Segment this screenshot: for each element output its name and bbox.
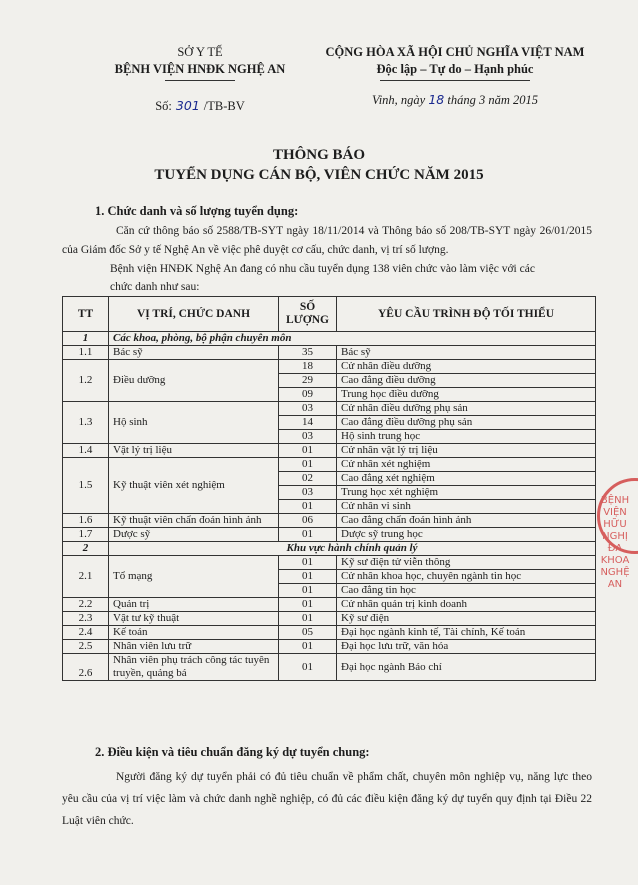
header-position: VỊ TRÍ, CHỨC DANH: [109, 297, 279, 332]
title-line-1: THÔNG BÁO: [272, 147, 366, 163]
table-row: 14 Cao đẳng điều dưỡng phụ sản: [63, 416, 596, 430]
department-name: SỞ Y TẾ: [177, 45, 223, 59]
group-row: 1 Các khoa, phòng, bộ phận chuyên môn: [63, 332, 596, 346]
red-stamp: [597, 478, 638, 590]
section-1-paragraph-2: Bệnh viện HNĐK Nghệ An đang có nhu cầu tuyển dụng 138 viên chức vào làm việc với các: [110, 263, 535, 275]
handwritten-day: 18: [428, 92, 445, 107]
section-1-paragraph-3: chức danh như sau:: [110, 281, 200, 293]
table-header-row: [63, 297, 596, 332]
section-2-paragraph: Người đăng ký dự tuyển phải có đủ tiêu chuẩn về phẩm chất, chuyên môn nghiệp vụ, năng lực theo yêu cầu của vị trí việc làm và chức danh nghề nghiệp, có đủ các điều kiện đăng ký dự tuyển quy định tại Điều 22 Luật viên chức.: [62, 771, 592, 827]
stamp-text: BỆNH VIỆN HỮU NGHỊ ĐA KHOA NGHỆ AN: [600, 495, 630, 590]
table-row: 1.1 Bác sỹ 35 Bác sỹ: [63, 346, 596, 360]
table-row: 1.5 Kỹ thuật viên xét nghiệm 01 Cử nhân xét nghiệm: [63, 458, 596, 472]
table-row: 1.3 Hộ sinh 03 Cử nhân điều dưỡng phụ sản: [63, 402, 596, 416]
recruitment-table: [62, 296, 596, 681]
table-row: 2.3 Vật tư kỹ thuật 01 Kỹ sư điện: [63, 612, 596, 626]
header-quantity: SỐ LƯỢNG: [279, 297, 337, 332]
document-title: [0, 145, 638, 185]
table-row: 1.6 Kỹ thuật viên chẩn đoán hình ảnh 06 Cao đẳng chẩn đoán hình ảnh: [63, 514, 596, 528]
table-row: 2.4 Kế toán 05 Đại học ngành kinh tế, Tài chính, Kế toán: [63, 626, 596, 640]
table-row: 03 Trung học xét nghiệm: [63, 486, 596, 500]
issuer-block: [100, 44, 300, 115]
section-1-heading: 1. Chức danh và số lượng tuyển dụng:: [95, 204, 299, 218]
section-1-paragraph-1: Căn cứ thông báo số 2588/TB-SYT ngày 18/11/2014 và Thông báo số 208/TB-SYT ngày 26/01/2015 của Giám đốc Sở y tế Nghệ An về việc phê duyệt cơ cấu, chức danh, vị trí số lượng.: [62, 225, 592, 256]
national-motto: Độc lập – Tự do – Hạnh phúc: [376, 62, 534, 76]
section-2-heading: 2. Điều kiện và tiêu chuẩn đăng ký dự tuyển chung:: [95, 745, 370, 759]
group-row: 2 Khu vực hành chính quản lý: [63, 542, 596, 556]
nation-name: CỘNG HÒA XÃ HỘI CHỦ NGHĨA VIỆT NAM: [325, 45, 585, 59]
table-row: 02 Cao đẳng xét nghiệm: [63, 472, 596, 486]
table-row: 2.6 Nhân viên phụ trách công tác tuyên truyền, quảng bá 01 Đại học ngành Báo chí: [63, 654, 596, 681]
document-number: Số: 301 /TB-BV: [155, 98, 245, 113]
table-row: 2.2 Quản trị 01 Cử nhân quản trị kinh doanh: [63, 598, 596, 612]
table-row: 2.5 Nhân viên lưu trữ 01 Đại học lưu trữ, văn hóa: [63, 640, 596, 654]
table-row: 01 Cử nhân khoa học, chuyên ngành tin học: [63, 570, 596, 584]
table-row: 2.1 Tổ mạng 01 Kỹ sư điện tử viễn thông: [63, 556, 596, 570]
handwritten-number: 301: [175, 98, 200, 113]
table-row: 01 Cử nhân vi sinh: [63, 500, 596, 514]
document-date: Vinh, ngày 18 tháng 3 năm 2015: [371, 92, 538, 107]
table-row: 1.4 Vật lý trị liệu 01 Cử nhân vật lý trị liệu: [63, 444, 596, 458]
table-row: 03 Hộ sinh trung học: [63, 430, 596, 444]
motto-underline: [380, 80, 530, 81]
table-row: 1.2 Điều dưỡng 18 Cử nhân điều dưỡng: [63, 360, 596, 374]
table-row: 09 Trung học điều dưỡng: [63, 388, 596, 402]
table-row: 01 Cao đẳng tin học: [63, 584, 596, 598]
header-tt: TT: [63, 297, 109, 332]
table-row: 29 Cao đẳng điều dưỡng: [63, 374, 596, 388]
header-requirement: YÊU CẦU TRÌNH ĐỘ TỐI THIỂU: [337, 297, 596, 332]
table-row: 1.7 Dược sỹ 01 Dược sỹ trung học: [63, 528, 596, 542]
issuer-underline: [165, 80, 235, 81]
hospital-name: BỆNH VIỆN HNĐK NGHỆ AN: [114, 62, 286, 76]
national-header: [290, 44, 620, 109]
title-line-2: TUYỂN DỤNG CÁN BỘ, VIÊN CHỨC NĂM 2015: [154, 167, 484, 183]
